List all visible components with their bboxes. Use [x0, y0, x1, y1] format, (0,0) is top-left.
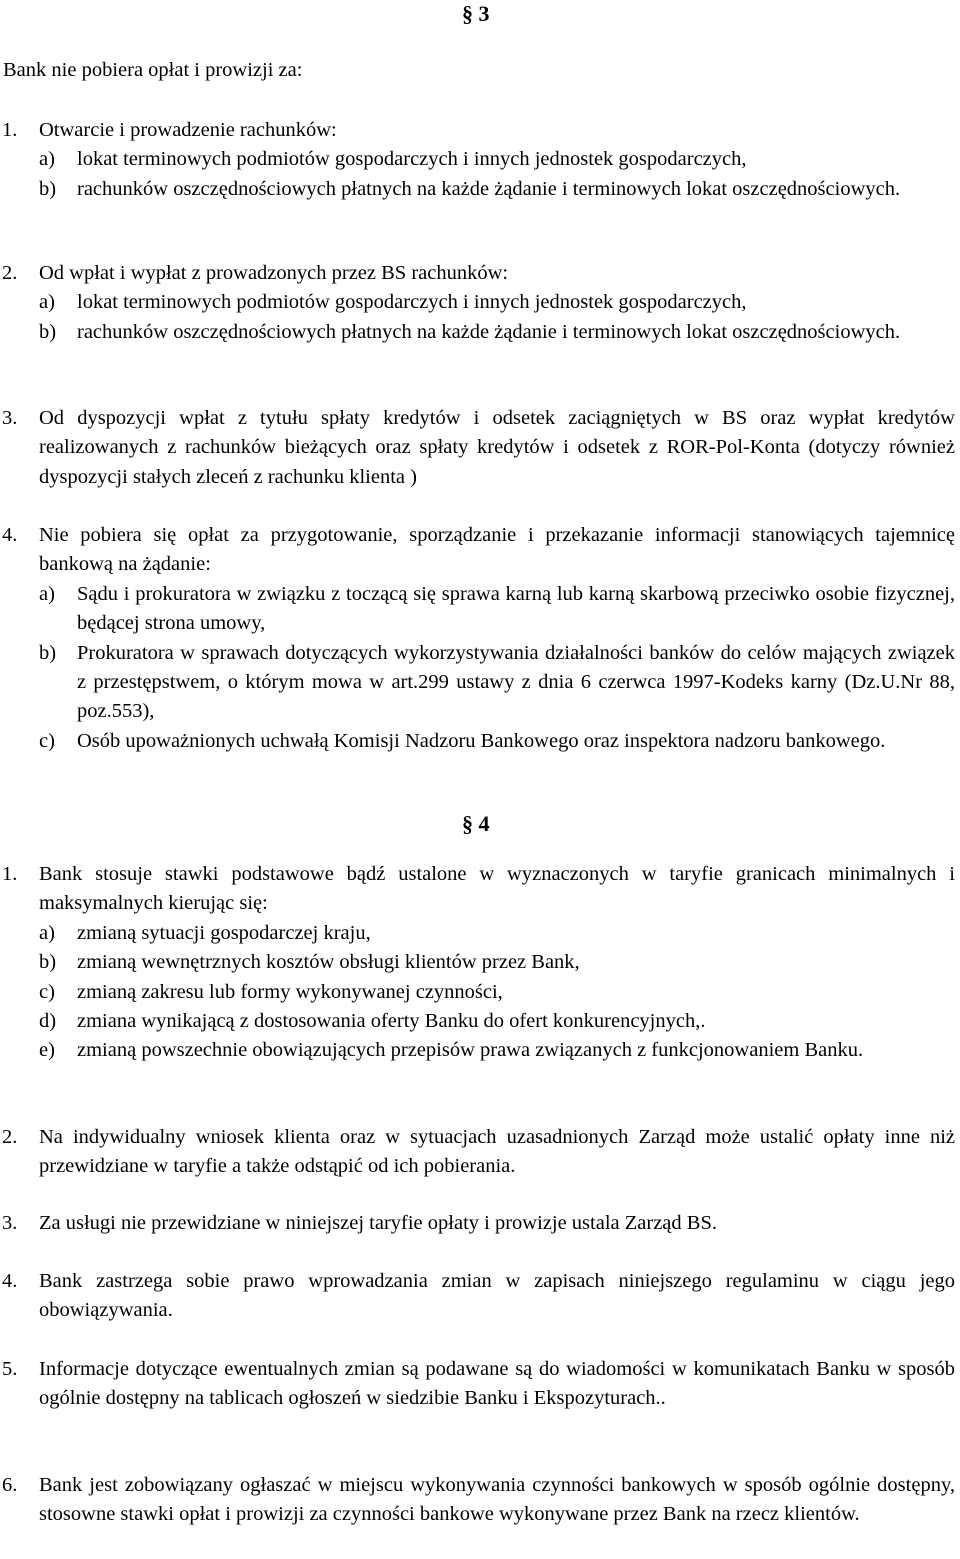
- sub-item-text: zmianą wewnętrznych kosztów obsługi klientów przez Bank,: [77, 951, 580, 974]
- sub-item-text: zmianą zakresu lub formy wykonywanej czynności,: [77, 980, 503, 1003]
- section-3-item-4: [0, 521, 955, 756]
- sub-item: [39, 288, 955, 317]
- section-3-item-2: [0, 259, 955, 347]
- sub-item-text: zmiana wynikającą z dostosowania oferty Banku do ofert konkurencyjnych,.: [77, 1010, 706, 1033]
- sub-item-label: b): [39, 641, 57, 664]
- sub-item-label: a): [39, 582, 55, 605]
- sub-item-text: zmianą sytuacji gospodarczej kraju,: [77, 921, 371, 944]
- sub-item: [39, 318, 955, 347]
- item-text: Od dyspozycji wpłat z tytułu spłaty kredytów i odsetek zaciągniętych w BS oraz wypłat kredytów realizowanych z rachunków bieżących oraz spłaty kredytów i odsetek z ROR-Pol-Konta (dotyczy również dyspozycji stałych zleceń z rachunku klienta ): [39, 407, 955, 488]
- sub-item: [39, 919, 955, 948]
- item-text: Bank zastrzega sobie prawo wprowadzania zmian w zapisach niniejszego regulaminu w ciągu jego obowiązywania.: [39, 1270, 955, 1322]
- sub-item-label: b): [39, 951, 57, 974]
- sub-item-label: b): [39, 177, 57, 200]
- section-3-intro: Bank nie pobiera opłat i prowizji za:: [3, 59, 303, 81]
- section-4-item-2: [0, 1123, 955, 1182]
- item-number: 4.: [2, 1270, 18, 1292]
- item-number: 6.: [2, 1474, 18, 1496]
- sub-item-text: Sądu i prokuratora w związku z toczącą się sprawa karną lub karną skarbową przeciwko osobie fizycznej, będącej strona umowy,: [77, 582, 955, 635]
- sub-item-label: a): [39, 921, 55, 944]
- item-text: Na indywidualny wniosek klienta oraz w sytuacjach uzasadnionych Zarząd może ustalić opłaty inne niż przewidziane w taryfie a także odstąpić od ich pobierania.: [39, 1126, 955, 1178]
- sub-item-text: lokat terminowych podmiotów gospodarczych i innych jednostek gospodarczych,: [77, 291, 747, 314]
- item-text: Nie pobiera się opłat za przygotowanie, sporządzanie i przekazanie informacji stanowiących tajemnicę bankową na żądanie:: [39, 524, 955, 576]
- sub-item: [39, 580, 955, 639]
- section-4-item-6: [0, 1471, 955, 1530]
- item-text: Za usługi nie przewidziane w niniejszej taryfie opłaty i prowizje ustala Zarząd BS.: [39, 1212, 717, 1234]
- item-number: 3.: [2, 407, 18, 429]
- sub-item-label: b): [39, 320, 57, 343]
- section-4-title: § 4: [462, 811, 490, 836]
- sub-item-text: zmianą powszechnie obowiązujących przepisów prawa związanych z funkcjonowaniem Banku.: [77, 1039, 864, 1062]
- section-3-title: § 3: [462, 1, 490, 26]
- item-number: 1.: [2, 119, 18, 141]
- item-number: 5.: [2, 1358, 18, 1380]
- sub-item-label: c): [39, 729, 55, 752]
- item-number: 2.: [2, 262, 18, 284]
- sub-item-label: d): [39, 1010, 57, 1033]
- item-number: 4.: [2, 524, 18, 546]
- sub-item-label: e): [39, 1039, 55, 1062]
- section-4-item-3: [0, 1209, 955, 1238]
- sub-item: [39, 175, 955, 204]
- item-text: Bank stosuje stawki podstawowe bądź ustalone w wyznaczonych w taryfie granicach minimalnych i maksymalnych kierując się:: [39, 863, 955, 915]
- section-4-item-5: [0, 1355, 955, 1414]
- sub-item: [39, 727, 955, 756]
- section-4-item-4: [0, 1267, 955, 1326]
- sub-item-text: Prokuratora w sprawach dotyczących wykorzystywania działalności banków do celów mających związek z przestępstwem, o którym mowa w art.299 ustawy z dnia 6 czerwca 1997-Kodeks karny (Dz.U.Nr 88, poz.553),: [77, 641, 955, 723]
- sub-item: [39, 978, 955, 1007]
- sub-item-label: a): [39, 291, 55, 314]
- sub-item-text: lokat terminowych podmiotów gospodarczych i innych jednostek gospodarczych,: [77, 148, 747, 171]
- sub-item-label: a): [39, 148, 55, 171]
- item-number: 3.: [2, 1212, 18, 1234]
- sub-item: [39, 1036, 955, 1065]
- sub-item: [39, 639, 955, 727]
- sub-item: [39, 1007, 955, 1036]
- sub-item-text: rachunków oszczędnościowych płatnych na każde żądanie i terminowych lokat oszczędnościowych.: [77, 177, 901, 200]
- item-number: 2.: [2, 1126, 18, 1148]
- sub-item-text: rachunków oszczędnościowych płatnych na każde żądanie i terminowych lokat oszczędnościowych.: [77, 320, 901, 343]
- sub-item: [39, 145, 955, 174]
- item-number: 1.: [2, 863, 18, 885]
- section-3-item-1: [0, 116, 955, 204]
- sub-item-text: Osób upoważnionych uchwałą Komisji Nadzoru Bankowego oraz inspektora nadzoru bankowego.: [77, 729, 886, 752]
- item-text: Informacje dotyczące ewentualnych zmian są podawane są do wiadomości w komunikatach Banku w sposób ogólnie dostępny na tablicach ogłoszeń w siedzibie Banku i Ekspozyturach..: [39, 1358, 955, 1410]
- sub-item: [39, 948, 955, 977]
- section-4-item-1: [0, 860, 955, 1066]
- sub-item-label: c): [39, 980, 55, 1003]
- item-text: Bank jest zobowiązany ogłaszać w miejscu wykonywania czynności bankowych w sposób ogólnie dostępny, stosowne stawki opłat i prowizji za czynności bankowe wykonywane przez Bank na rzecz klientów.: [39, 1474, 955, 1526]
- item-text: Otwarcie i prowadzenie rachunków:: [39, 119, 337, 141]
- section-3-item-3: [0, 404, 955, 492]
- item-text: Od wpłat i wypłat z prowadzonych przez BS rachunków:: [39, 262, 509, 284]
